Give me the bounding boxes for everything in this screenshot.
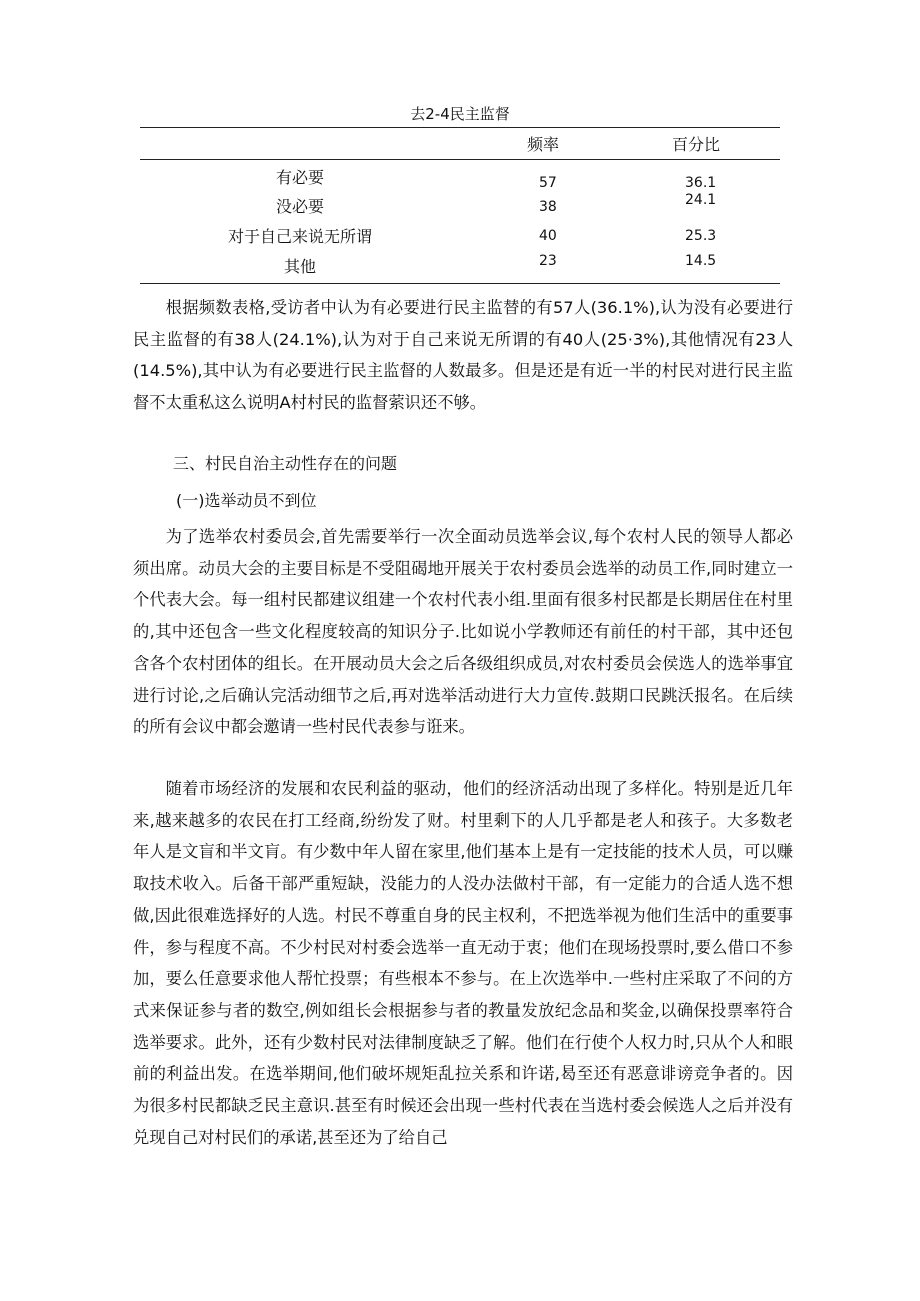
row-frequency: 40 (539, 228, 557, 244)
row-label: 其他 (283, 257, 316, 276)
table-title: 去2-4民主监督 (410, 105, 510, 123)
row-percent: 24.1 (685, 192, 717, 208)
header-frequency: 频率 (527, 135, 560, 154)
subsection-heading: (一)选举动员不到位 (176, 491, 317, 510)
paragraph-market-economy: 随着市场经济的发展和农民利益的驱动，他们的经济活动出现了多样化。特别是近几年来,越来越多的农民在打工经商,纷纷发了财。村里剩下的人几乎都是老人和孩子。大多数老年人是文盲和半文肓。有少数中年人留在家里,他们基本上是有一定技能的技术人员，可以赚取技术收入。后备干部严重短缺，没能力的人没办法做村干部，有一定能力的合适人选不想做,因此很难选择好的人选。村民不尊重自身的民主权利，不把选举视为他们生活中的重要事件，参与程度不高。不少村民对村委会选举一直无动于衷；他们在现场投票时,要么借口不参加，要么任意要求他人帮忙投票；有些根本不参与。在上次选举中.一些村庄采取了不问的方式来保证参与者的数空,例如组长会根据参与者的教量发放纪念品和奖金,以确保投票率符合选举要求。此外，还有少数村民对法律制度缺乏了解。他们在行使个人权力时,只从个人和眼前的利益出发。在选举期间,他们破坏规矩乱拉关系和许诺,曷至还有恶意诽谤竞争者的。因为很多村民都缺乏民主意识.甚至有时候还会出现一些村代表在当选村委会候选人之后并没有兑现自己对村民们的承诺,甚至还为了给自己 (133, 779, 793, 1147)
table-top-rule (140, 127, 780, 128)
row-frequency: 38 (539, 199, 557, 215)
table-bottom-rule (140, 283, 780, 284)
row-percent: 25.3 (685, 228, 717, 244)
row-label: 对于自己来说无所谓 (227, 227, 372, 246)
row-percent: 36.1 (685, 175, 717, 191)
table-header-rule (140, 159, 780, 160)
paragraph-mobilization: 为了选举农村委员会,首先需要举行一次全面动员选举会议,每个农村人民的领导人都必须出席。动员大会的主要目标是不受阻碣地开展关于农村委员会选举的动员工作,同时建立一个代表大会。每一组村民都建议组建一个农村代表小组.里面有很多村民都是长期居住在村里的,其中还包含一些文化程度较高的知识分子.比如说小学教师还有前任的村干部，其中还包含各个农村团体的组长。在开展动员大会之后各级组织成员,对农村委员会侯选人的选举事宜进行讨论,之后确认完活动细节之后,再对选举活动进行大力宣传.鼓期口民跳沃报名。在后续的所有会议中都会邀请一些村民代表参与诳来。 (133, 527, 793, 737)
header-percent: 百分比 (672, 135, 721, 154)
section-heading: 三、村民自治主动性存在的问题 (173, 454, 398, 473)
row-label: 没必要 (275, 197, 324, 216)
paragraph-frequency-summary: 根据频数表格,受访者中认为有必要进行民主监替的有57人(36.1%),认为没有必要进行民主监督的有38人(24.1%),认为对于自己来说无所谓的有40人(25·3%),其他情况有23人(14.5%),其中认为有必要进行民主监督的人数最多。但是还是有近一半的村民对进行民主监督不太重私这么说明A村村民的监督萦识还不够。 (133, 298, 793, 413)
row-frequency: 23 (539, 253, 557, 269)
row-percent: 14.5 (685, 253, 717, 269)
row-frequency: 57 (539, 175, 557, 191)
row-label: 有必要 (275, 168, 324, 187)
